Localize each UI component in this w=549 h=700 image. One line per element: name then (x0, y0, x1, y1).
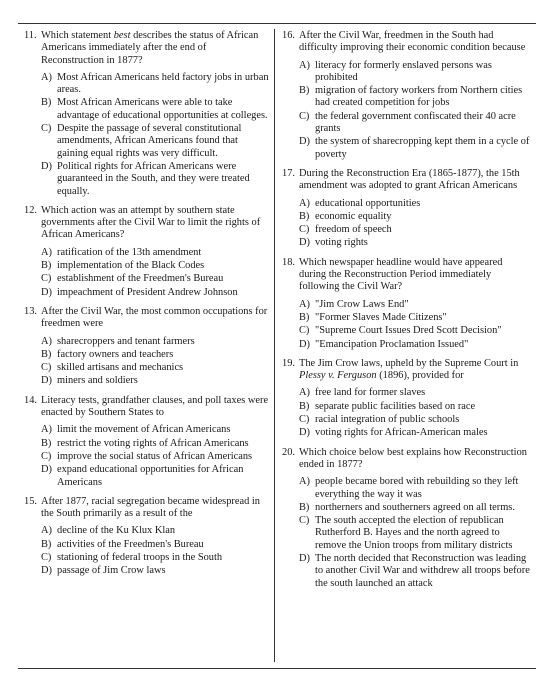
choice-letter: B) (41, 97, 52, 109)
choice-text: limit the movement of African Americans (57, 424, 231, 436)
choice-text: skilled artisans and mechanics (57, 362, 184, 374)
choice-text: activities of the Freedmen's Bureau (57, 538, 204, 550)
choice-letter: A) (41, 246, 52, 258)
question-text: Literacy tests, grandfather clauses, and poll taxes were enacted by Southern States to (41, 394, 269, 419)
question (282, 168, 532, 250)
choice-text: free land for former slaves (315, 387, 426, 399)
answer-choice (41, 565, 271, 577)
choice-letter: C) (299, 414, 310, 426)
question-stem (24, 205, 271, 242)
question (24, 306, 271, 388)
answer-choice (41, 273, 271, 285)
bottom-rule (18, 668, 536, 669)
question-text: During the Reconstruction Era (1865-1877), the 15th amendment was adopted to grant African Americans (299, 167, 520, 192)
choice-text: Most African Americans held factory jobs in urban areas. (57, 71, 269, 96)
answer-choice (299, 111, 532, 136)
choice-letter: A) (41, 71, 52, 83)
choice-text: stationing of federal troops in the South (57, 551, 223, 563)
choice-text: people became bored with rebuilding so they left everything the way it was (315, 476, 519, 500)
choice-text: impeachment of President Andrew Johnson (57, 286, 238, 298)
choice-letter: B) (299, 501, 310, 513)
answer-choice (299, 85, 532, 110)
question-number: 17. (282, 167, 295, 179)
answer-choice (41, 123, 271, 160)
question (282, 257, 532, 351)
choice-letter: D) (41, 375, 52, 387)
choice-letter: A) (299, 387, 310, 399)
choice-letter: D) (41, 565, 52, 577)
answer-choice (299, 387, 532, 399)
choice-text: northerners and southerners agreed on all terms. (315, 501, 515, 513)
choice-letter: B) (41, 260, 52, 272)
answer-choice (299, 299, 532, 311)
question (282, 30, 532, 161)
answer-choice (299, 401, 532, 413)
choice-text: Political rights for African Americans were guaranteed in the South, and they were treated equally. (57, 160, 250, 197)
choice-text: the system of sharecropping kept them in a cycle of poverty (315, 136, 530, 160)
answer-choice (299, 211, 532, 223)
answer-choice (299, 476, 532, 501)
question-stem (282, 447, 532, 472)
choice-text: "Former Slaves Made Citizens" (315, 311, 447, 323)
answer-choice (41, 161, 271, 198)
answer-choices (282, 299, 532, 351)
choice-text: "Supreme Court Issues Dred Scott Decision" (315, 325, 502, 337)
answer-choices (282, 387, 532, 439)
choice-letter: D) (41, 464, 52, 476)
question-text-part: The Jim Crow laws, upheld by the Supreme Court in (299, 357, 519, 369)
answer-choices (24, 424, 271, 488)
choice-letter: A) (299, 59, 310, 71)
choice-letter: B) (299, 400, 310, 412)
answer-choice (41, 438, 271, 450)
question-text: Which choice below best explains how Reconstruction ended in 1877? (299, 446, 527, 470)
question (24, 395, 271, 489)
answer-choice (41, 362, 271, 374)
choice-letter: A) (41, 424, 52, 436)
question (282, 447, 532, 590)
answer-choice (41, 451, 271, 463)
choice-text: ratification of the 13th amendment (57, 246, 202, 258)
choice-letter: C) (299, 224, 310, 236)
question (282, 358, 532, 440)
answer-choices (24, 525, 271, 577)
answer-choice (299, 502, 532, 514)
choice-text: miners and soldiers (57, 375, 138, 387)
answer-choice (299, 136, 532, 161)
question-text (299, 358, 532, 383)
answer-choice (41, 552, 271, 564)
choice-letter: C) (41, 551, 52, 563)
choice-letter: B) (41, 348, 52, 360)
choice-letter: C) (41, 450, 52, 462)
left-column (24, 30, 271, 585)
choice-letter: B) (299, 311, 310, 323)
answer-choice (41, 349, 271, 361)
question-number: 20. (282, 446, 295, 458)
choice-text: freedom of speech (315, 224, 392, 236)
choice-letter: D) (299, 338, 310, 350)
answer-choice (299, 237, 532, 249)
question-text: Which action was an attempt by southern state governments after the Civil War to limit the rights of African Americans? (41, 204, 261, 241)
choice-letter: D) (41, 286, 52, 298)
question (24, 496, 271, 578)
choice-text: The north decided that Reconstruction was leading to another Civil War and withdrew all troops before the south launched an attack (315, 552, 530, 589)
answer-choice (299, 325, 532, 337)
answer-choice (299, 414, 532, 426)
choice-letter: D) (299, 552, 310, 564)
answer-choice (299, 312, 532, 324)
question-stem (282, 257, 532, 294)
answer-choices (24, 72, 271, 198)
answer-choice (41, 97, 271, 122)
answer-choice (41, 539, 271, 551)
emphasis-word: best (113, 30, 131, 41)
answer-choice (299, 198, 532, 210)
choice-text: voting rights (315, 237, 368, 249)
choice-text: migration of factory workers from Northern cities had created competition for jobs (315, 85, 523, 109)
question-number: 15. (24, 495, 37, 507)
choice-letter: C) (299, 110, 310, 122)
question-text: After 1877, racial segregation became widespread in the South primarily as a result of the (41, 495, 260, 520)
question (24, 205, 271, 299)
choice-letter: B) (41, 538, 52, 550)
case-name: Plessy v. Ferguson (299, 370, 377, 382)
choice-letter: D) (41, 160, 52, 172)
answer-choice (299, 515, 532, 552)
choice-text: Most African Americans were able to take advantage of educational opportunities at colleges. (57, 97, 268, 121)
choice-letter: C) (41, 362, 52, 374)
column-divider (274, 29, 275, 662)
question-text-part: (1896), provided for (376, 370, 464, 382)
answer-choice (41, 464, 271, 489)
question-number: 16. (282, 30, 295, 41)
choice-text: passage of Jim Crow laws (57, 565, 166, 577)
answer-choices (24, 336, 271, 388)
choice-text: improve the social status of African Americans (57, 450, 253, 462)
choice-text: voting rights for African-American males (315, 427, 488, 439)
choice-text: decline of the Ku Klux Klan (57, 525, 176, 537)
choice-letter: D) (299, 237, 310, 249)
choice-letter: A) (41, 335, 52, 347)
choice-text: implementation of the Black Codes (57, 260, 205, 272)
question-stem (24, 395, 271, 420)
choice-text: expand educational opportunities for African Americans (57, 464, 244, 488)
answer-choice (299, 224, 532, 236)
question-number: 12. (24, 204, 37, 216)
question (24, 30, 271, 198)
choice-text: Despite the passage of several constitutional amendments, African Americans found that gaining equal rights was very difficult. (57, 123, 242, 159)
question-text: After the Civil War, freedmen in the South had difficulty improving their economic condition because (299, 30, 526, 54)
choice-letter: C) (41, 273, 52, 285)
choice-letter: A) (299, 197, 310, 209)
question-number: 19. (282, 357, 295, 369)
answer-choice (299, 553, 532, 590)
choice-text: The south accepted the election of republican Rutherford B. Hayes and the north agreed to remove the Union troops from military districts (315, 515, 513, 551)
choice-letter: A) (299, 298, 310, 310)
choice-text: restrict the voting rights of African Americans (57, 437, 249, 449)
question-stem (282, 358, 532, 383)
answer-choice (41, 260, 271, 272)
answer-choice (41, 525, 271, 537)
answer-choice (299, 339, 532, 351)
question-number: 18. (282, 256, 295, 268)
choice-text: racial integration of public schools (315, 414, 460, 426)
choice-letter: A) (41, 525, 52, 537)
answer-choice (41, 336, 271, 348)
answer-choices (24, 247, 271, 299)
question-stem (24, 306, 271, 331)
answer-choice (41, 287, 271, 299)
question-stem (24, 30, 271, 67)
choice-text: economic equality (315, 210, 392, 222)
question-number: 14. (24, 394, 37, 406)
answer-choices (282, 198, 532, 250)
choice-text: literacy for formerly enslaved persons was prohibited (315, 59, 492, 83)
choice-text: factory owners and teachers (57, 348, 174, 360)
choice-letter: A) (299, 476, 310, 488)
question-stem (282, 168, 532, 193)
answer-choice (299, 60, 532, 85)
top-rule (18, 23, 536, 24)
choice-letter: B) (299, 210, 310, 222)
answer-choice (41, 72, 271, 97)
choice-text: establishment of the Freedmen's Bureau (57, 273, 224, 285)
choice-letter: B) (299, 85, 310, 97)
answer-choices (282, 60, 532, 161)
answer-choice (41, 424, 271, 436)
question-number: 13. (24, 305, 37, 317)
choice-letter: D) (299, 136, 310, 148)
question-stem (282, 30, 532, 55)
choice-text: "Emancipation Proclamation Issued" (315, 338, 469, 350)
choice-letter: C) (41, 123, 52, 135)
answer-choices (282, 476, 532, 590)
answer-choice (41, 375, 271, 387)
answer-choice (299, 427, 532, 439)
choice-text: sharecroppers and tenant farmers (57, 335, 195, 347)
answer-choice (41, 247, 271, 259)
choice-text: educational opportunities (315, 197, 421, 209)
right-column (282, 30, 532, 597)
question-text: Which newspaper headline would have appeared during the Reconstruction Period immediately following the Civil War? (299, 256, 503, 293)
choice-letter: C) (299, 325, 310, 337)
choice-text: the federal government confiscated their 40 acre grants (315, 110, 516, 135)
question-text: After the Civil War, the most common occupations for freedmen were (41, 305, 268, 330)
question-text: Which statement best describes the status of African Americans immediately after the end of Reconstruction in 1877? (41, 30, 259, 66)
question-stem (24, 496, 271, 521)
choice-text: "Jim Crow Laws End" (315, 298, 409, 310)
choice-letter: D) (299, 427, 310, 439)
question-number: 11. (24, 30, 37, 41)
choice-text: separate public facilities based on race (315, 400, 476, 412)
choice-letter: C) (299, 515, 310, 527)
choice-letter: B) (41, 437, 52, 449)
